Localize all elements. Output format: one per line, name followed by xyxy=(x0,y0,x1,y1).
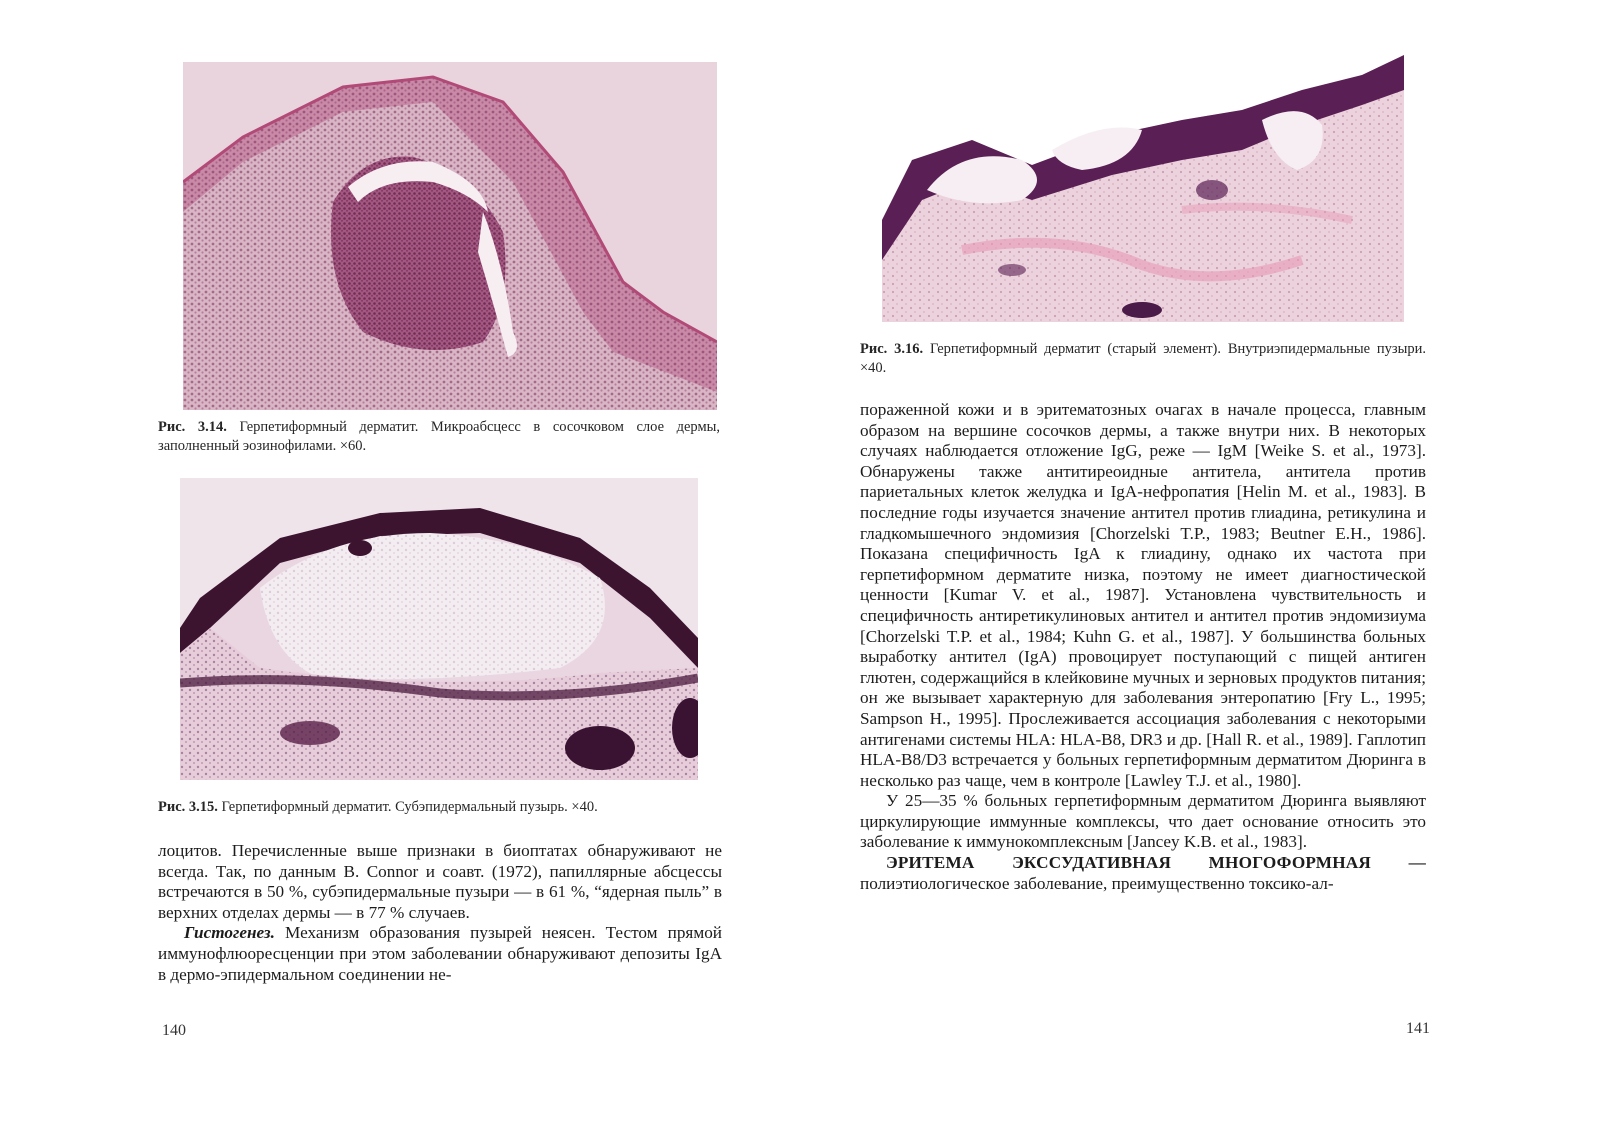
caption-text: Герпетиформный дерматит (старый элемент). Внутриэпидермальные пузыри. ×40. xyxy=(860,341,1426,376)
figure-3-15-micrograph xyxy=(180,478,698,780)
caption-text: Герпетиформный дерматит. Микроабсцесс в сосочковом слое дермы, заполненный эозинофилами. ×60. xyxy=(158,419,720,454)
figure-3-15-caption xyxy=(158,798,758,817)
left-body-text xyxy=(158,841,722,985)
caption-text: Герпетиформный дерматит. Субэпидермальный пузырь. ×40. xyxy=(221,799,598,815)
figure-label: Рис. 3.16. xyxy=(860,341,924,357)
paragraph: лоцитов. Перечисленные выше признаки в биоптатах обнаруживают не всегда. Так, по данным B. Connor и соавт. (1972), папиллярные абсцессы встречаются в 50 %, субэпидермальные пузыри — в 61 %, “ядерная пыль” в верхних отделах дермы — в 77 % случаев. xyxy=(158,841,722,922)
paragraph-text: полиэтиологическое заболевание, преимущественно токсико-ал- xyxy=(860,873,1334,893)
section-heading: ЭРИТЕМА ЭКССУДАТИВНАЯ МНОГОФОРМНАЯ — xyxy=(886,853,1426,873)
figure-3-16-caption xyxy=(860,340,1426,378)
right-body-text xyxy=(860,400,1426,894)
paragraph: пораженной кожи и в эритематозных очагах в начале процесса, главным образом на вершине сосочков дермы, а также внутри них. В некоторых случаях наблюдается отложение IgG, реже — IgM [Weike S. et al., 1973]. Обнаружены также антитиреоидные антитела, антитела против париетальных клеток желудка и IgA-нефропатия [Helin M. et al., 1983]. В последние годы изучается значение антител против глиадина, ретикулина и гладкомышечного эндомизия [Chorzelski T.P., 1983; Beutner E.H., 1986]. Показана специфичность IgA к глиадину, однако их частота при герпетиформном дерматите низка, поэтому не имеет диагностической ценности [Kumar V. et al., 1987]. Установлена чувствительность и специфичность антиретикулиновых антител и антител против эндомизиума [Chorzelski T.P. et al., 1984; Kuhn G. et al., 1987]. У большинства больных выработку антител (IgA) провоцирует поступающий с пищей антиген глютен, содержащийся в клейковине мучных и зерновых продуктов питания; он же вызывает характерную для заболевания энтеропатию [Fry L., 1995; Sampson H., 1995]. Прослеживается ассоциация заболевания с некоторыми антигенами системы HLA: HLA-B8, DR3 и др. [Hall R. et al., 1989]. Гаплотип HLA-B8/D3 встречается у больных герпетиформным дерматитом Дюринга в несколько раз чаще, чем в контроле [Lawley T.J. et al., 1980]. xyxy=(860,400,1427,790)
paragraph-histogenesis xyxy=(158,923,722,985)
figure-3-14-caption xyxy=(158,418,720,456)
figure-3-16-micrograph xyxy=(882,50,1404,322)
page-number: 140 xyxy=(162,1022,186,1039)
term-histogenesis: Гистогенез. xyxy=(184,923,275,943)
figure-3-14-micrograph xyxy=(183,62,717,410)
figure-label: Рис. 3.14. xyxy=(158,419,227,435)
page-number: 141 xyxy=(1406,1020,1430,1037)
paragraph: У 25—35 % больных герпетиформным дерматитом Дюринга выявляют циркулирующие иммунные комплексы, что дает основание относить это заболевание к иммунокомплексным [Jancey K.B. et al., 1983]. xyxy=(860,791,1426,852)
paragraph-erythema xyxy=(860,853,1426,894)
right-page xyxy=(800,0,1600,1132)
figure-label: Рис. 3.15. xyxy=(158,799,218,815)
paragraph-text: Механизм образования пузырей неясен. Тестом прямой иммунофлюоресценции при этом заболевании обнаруживают депозиты IgA в дермо-эпидермальном соединении не- xyxy=(158,923,723,984)
